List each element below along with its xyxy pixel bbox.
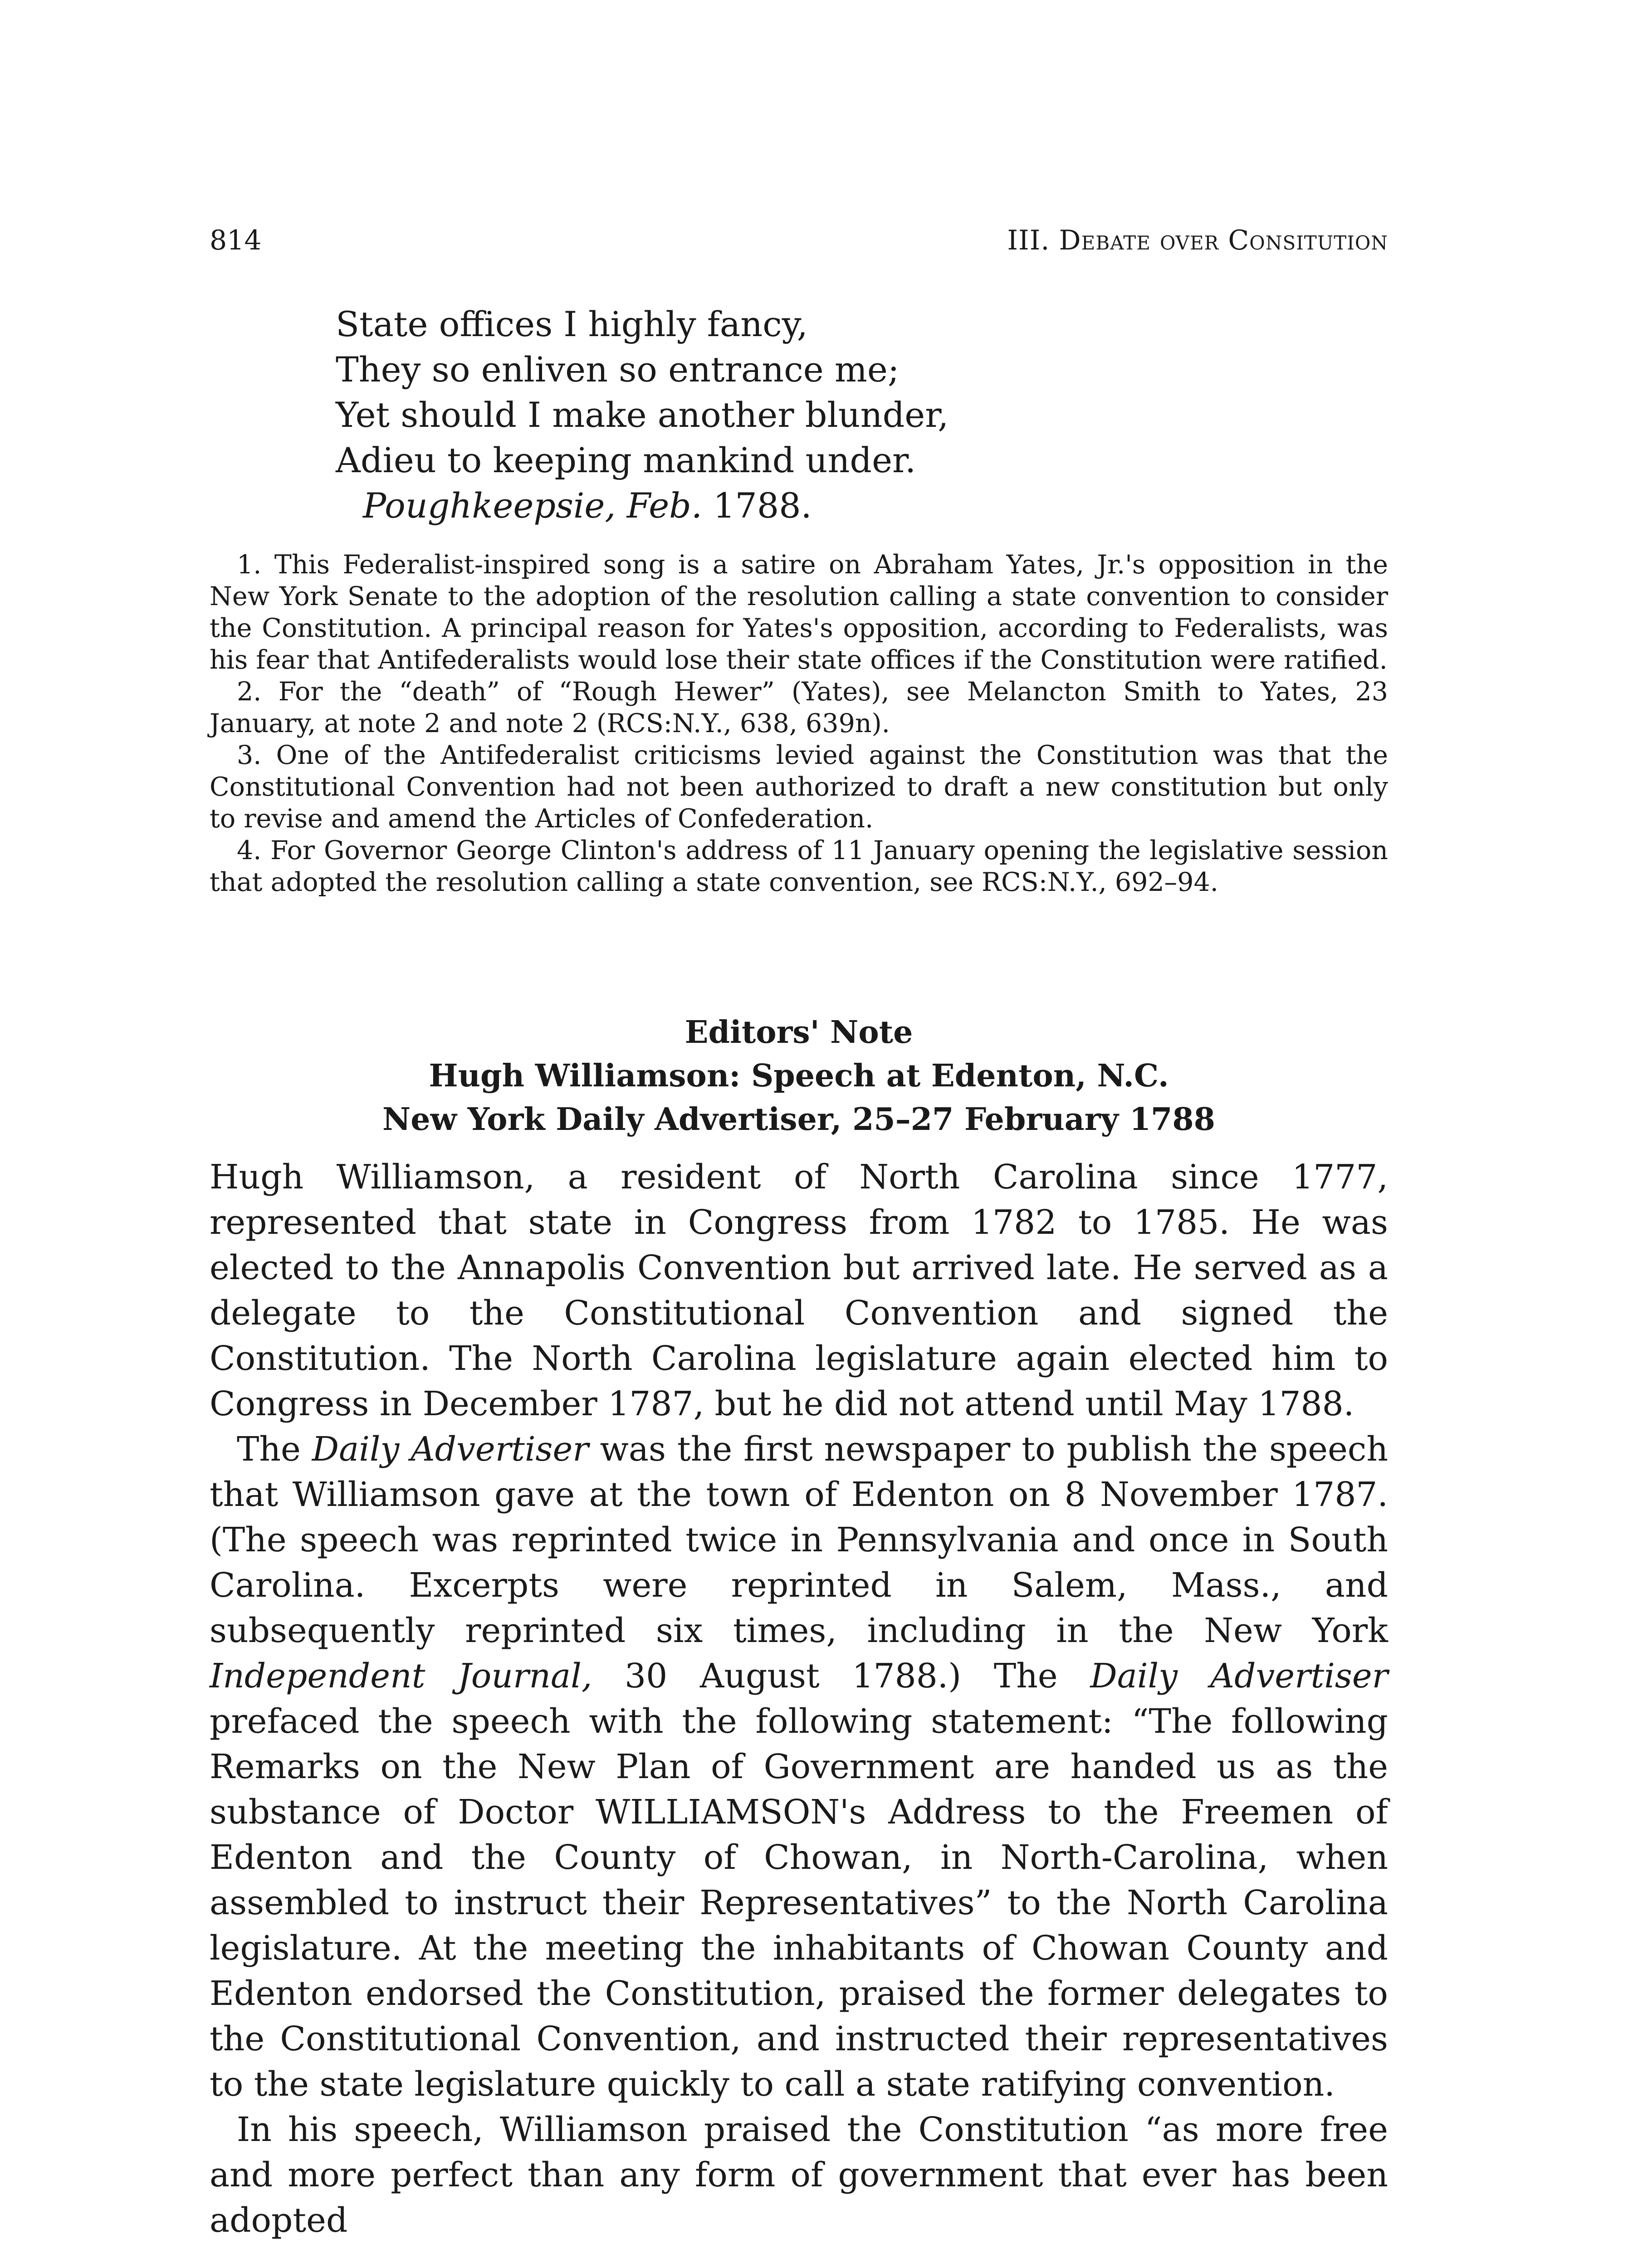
- body-paragraph: Hugh Williamson, a resident of North Carolina since 1777, represented that state in Congress from 1782 to 1785. He was elected to the Annapolis Convention but arrived late. He served as a delegate to the Constitutional Convention and signed the Constitution. The North Carolina legislature again elected him to Congress in December 1787, but he did not attend until May 1788.: [210, 1158, 1388, 1423]
- body-text: [210, 1154, 1388, 2243]
- footnote: 4. For Governor George Clinton's address of 11 January opening the legislative session that adopted the resolution calling a state convention, see RCS:N.Y., 692–94.: [210, 836, 1388, 897]
- dateline-place: Poughkeepsie, Feb.: [363, 485, 702, 526]
- poem-line: Adieu to keeping mankind under.: [336, 440, 916, 480]
- heading-source: New York Daily Advertiser, 25–27 February 1788: [382, 1101, 1215, 1138]
- footnote: 2. For the “death” of “Rough Hewer” (Yates), see Melancton Smith to Yates, 23 January, at note 2 and note 2 (RCS:N.Y., 638, 639n).: [210, 677, 1388, 738]
- footnotes: [210, 549, 1388, 898]
- newspaper-title: Daily Advertiser: [312, 1430, 589, 1469]
- heading-editors-note: Editors' Note: [684, 1014, 913, 1051]
- running-head: [210, 222, 1388, 259]
- running-title: III. Debate over Consitution: [1007, 225, 1388, 256]
- body-paragraph: [210, 1427, 1388, 2107]
- poem: [336, 302, 949, 528]
- text-run: The: [237, 1430, 312, 1469]
- text-run: was the first newspaper to publish the speech that Williamson gave at the town of Edenton on 8 November 1787. (The speech was reprinted twice in Pennsylvania and once in South Carolina. Excerpts were reprinted in Salem, Mass., and subsequently reprinted six times, including in the New York: [210, 1430, 1388, 1650]
- newspaper-title: Daily Advertiser: [1090, 1657, 1388, 1696]
- poem-line: They so enliven so entrance me;: [336, 349, 900, 390]
- body-paragraph: In his speech, Williamson praised the Constitution “as more free and more perfect than any form of government that ever has been adopted: [210, 2110, 1388, 2240]
- footnote: 3. One of the Antifederalist criticisms levied against the Constitution was that the Constitutional Convention had not been authorized to draft a new constitution but only to revise and amend the Articles of Confederation.: [210, 740, 1388, 834]
- footnote: 1. This Federalist-inspired song is a satire on Abraham Yates, Jr.'s opposition in the New York Senate to the adoption of the resolution calling a state convention to consider the Constitution. A principal reason for Yates's opposition, according to Federalists, was his fear that Antifederalists would lose their state offices if the Constitution were ratified.: [210, 550, 1388, 675]
- poem-line: Yet should I make another blunder,: [336, 395, 949, 435]
- poem-line: State offices I highly fancy,: [336, 304, 808, 344]
- page-number: 814: [210, 225, 262, 256]
- poem-dateline: [336, 483, 949, 528]
- heading-title: Hugh Williamson: Speech at Edenton, N.C.: [429, 1058, 1169, 1094]
- newspaper-title: Independent Journal,: [210, 1657, 592, 1696]
- section-heading: [210, 1011, 1388, 1141]
- text-run: 30 August 1788.) The: [592, 1657, 1090, 1696]
- text-run: prefaced the speech with the following statement: “The following Remarks on the New Plan of Government are handed us as the substance of Doctor WILLIAMSON's Address to the Freemen of Edenton and the County of Chowan, in North-Carolina, when assembled to instruct their Representatives” to the North Carolina legislature. At the meeting the inhabitants of Chowan County and Edenton endorsed the Constitution, praised the former delegates to the Constitutional Convention, and instructed their representatives to the state legislature quickly to call a state ratifying convention.: [210, 1702, 1388, 2104]
- dateline-year: 1788.: [702, 485, 812, 526]
